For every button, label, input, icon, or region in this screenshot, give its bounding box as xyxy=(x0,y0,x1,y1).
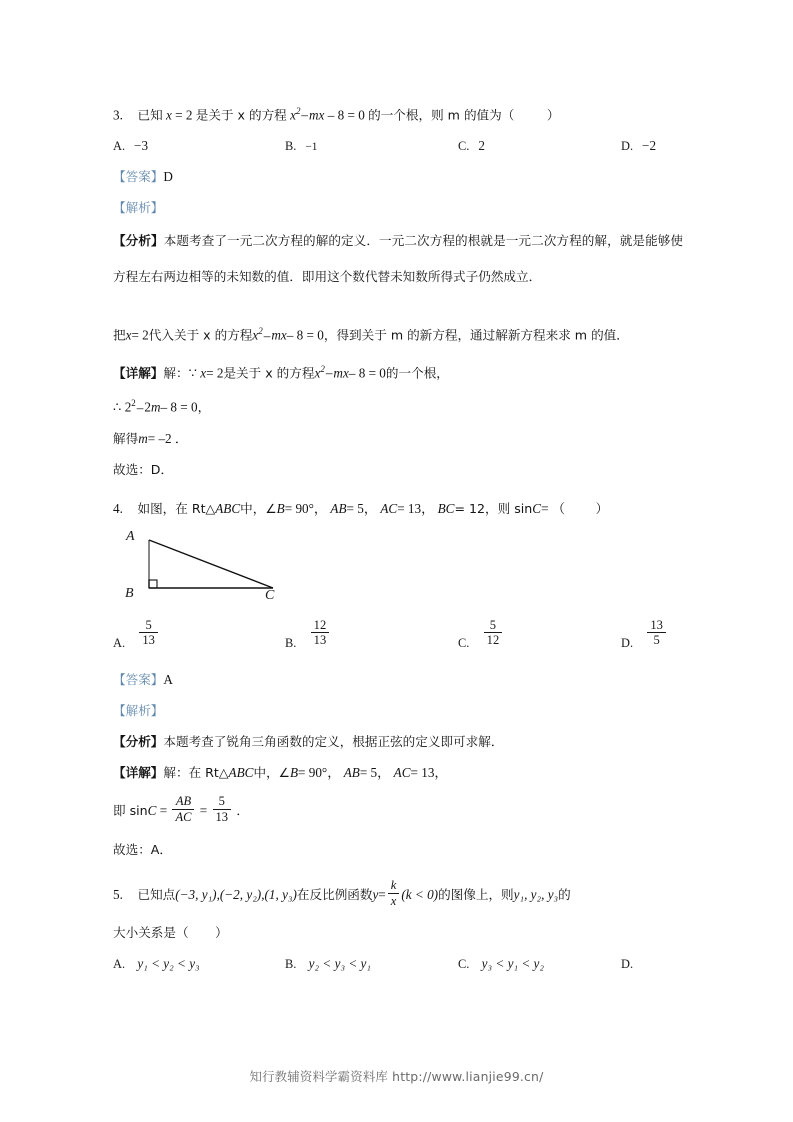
q5-stem-vars: y₁, y₂, y₃ xyxy=(513,886,559,902)
q4-stem-ab: AB xyxy=(330,500,347,516)
q3-method-part-2: 代入关于 x 的方程 xyxy=(148,327,253,343)
q4-option-c-numerator: 5 xyxy=(489,617,497,632)
q3-detail-part-1: 是关于 x 的方程 xyxy=(223,365,315,381)
q4-option-b-fraction xyxy=(311,618,330,649)
q3-option-c-value: 2 xyxy=(478,138,485,154)
q5-stem-line2-text: 大小关系是（ xyxy=(113,924,189,940)
q3-because-symbol: ∵ xyxy=(188,365,197,381)
q3-detail-tag: 【详解】 xyxy=(113,365,164,381)
triangle-vertex-label-a: A xyxy=(126,528,135,544)
triangle-vertex-label-b: B xyxy=(125,585,134,601)
q3-method-expr-tail: – 8 = 0 xyxy=(286,327,324,343)
q3-detail-row: 【详解】解：∵ x= 2是关于 x 的方程$x^2-mx-$ 8 = 0的一个根， xyxy=(113,363,449,381)
q3-method-eq: = 2 xyxy=(131,327,149,343)
q4-stem-part-1: 如图，在 Rt△ xyxy=(137,500,216,516)
q4-stem-b: B xyxy=(276,500,285,516)
q3-stem-expr-x2: x xyxy=(318,107,325,123)
q3-stem-part-1: 已知 xyxy=(137,107,163,123)
q3-option-c-label: C. xyxy=(458,139,470,154)
q3-method-expr-exponent: 2 xyxy=(258,326,263,337)
q4-detail-row xyxy=(113,757,683,788)
q4-stem-ac-value: = 13， xyxy=(397,500,435,516)
q3-detail-expr-exponent: 2 xyxy=(320,363,325,374)
q4-formula-numerator-ab: AB xyxy=(175,794,192,809)
q3-stem-var-x: x xyxy=(165,107,172,123)
q4-stem-c: C xyxy=(532,500,542,516)
q3-explain-tag: 【解析】 xyxy=(113,200,164,216)
q3-option-b-label: B. xyxy=(285,139,297,154)
q3-detail-var-x: x xyxy=(200,365,207,381)
q3-step-coef: 2 xyxy=(144,399,151,415)
q3-method-part-1: 把 xyxy=(113,327,126,343)
q3-step-tail: – 8 = 0 xyxy=(160,399,198,415)
footer-text: 知行教辅资料学霸资料库 http://www.lianjie99.cn/ xyxy=(249,1069,544,1084)
q3-step-base: 2 xyxy=(124,399,132,415)
q5-option-b[interactable] xyxy=(285,948,371,980)
q3-answer-value: D xyxy=(163,169,173,185)
q4-detail-ac: AC xyxy=(393,764,411,780)
q3-method-expr-x: x xyxy=(252,327,259,343)
q4-option-a-numerator: 5 xyxy=(145,617,152,632)
q4-stem-bc: BC xyxy=(437,500,455,516)
q3-stem-part-2: 是关于 x 的方程 xyxy=(195,107,287,123)
q3-detail-expr-tail: – 8 = 0 xyxy=(348,365,386,381)
q5-option-c-value: y₃ < y₁ < y₂ xyxy=(481,955,544,971)
q4-analysis-tag: 【分析】 xyxy=(113,733,164,749)
q4-formula-lead: 即 sin xyxy=(113,802,148,818)
question-5-options xyxy=(113,948,683,979)
triangle-svg xyxy=(123,526,303,616)
q3-option-d-value: −2 xyxy=(642,138,657,154)
q4-stem-tail: = （ xyxy=(541,500,566,516)
q4-formula-row xyxy=(113,788,683,834)
page-footer-watermark xyxy=(0,1067,793,1085)
q5-option-a-value: y₁ < y₂ < y₃ xyxy=(137,955,200,971)
q5-stem-condition: (k < 0) xyxy=(401,886,439,902)
q4-detail-mid: 中，∠ xyxy=(253,764,290,780)
q5-option-b-value: y₂ < y₃ < y₁ xyxy=(308,955,371,971)
q4-option-a-fraction xyxy=(139,618,158,649)
q3-step-comma: ， xyxy=(197,399,211,415)
q3-method: 把x= 2代入关于 x 的方程$x^2-mx-$ 8 = 0，得到关于 m 的新方程，通过解新方程来求 m 的值． xyxy=(113,326,629,343)
q5-fraction-numerator-k: k xyxy=(390,878,397,893)
q4-detail-tag: 【详解】 xyxy=(113,764,164,780)
q4-option-d-label: D. xyxy=(621,635,634,650)
q3-solve-lead: 解得 xyxy=(113,430,139,446)
q3-analysis-tag: 【分析】 xyxy=(113,233,164,249)
q3-stem-eq-1: = 2 xyxy=(175,107,193,123)
q4-detail-b-value: = 90°， xyxy=(298,764,341,780)
q4-answer-row xyxy=(113,664,683,695)
q5-stem-line2-close: ） xyxy=(215,924,228,940)
q4-conclusion xyxy=(113,834,683,865)
q4-detail-lead: 解：在 Rt△ xyxy=(163,764,229,780)
question-5-number: 5. xyxy=(113,886,123,902)
q3-stem-expr-m: m xyxy=(309,107,319,123)
q3-detail-expr-m: m xyxy=(333,365,343,381)
q4-option-d-numerator: 13 xyxy=(650,617,663,632)
q4-option-d[interactable] xyxy=(621,618,668,659)
q5-point-1: (−3, y₁) xyxy=(175,886,217,902)
q4-detail-ab: AB xyxy=(343,764,360,780)
q3-option-b[interactable] xyxy=(285,130,317,163)
right-triangle-figure xyxy=(113,526,683,618)
triangle-vertex-label-c: C xyxy=(265,587,275,603)
question-3-number: 3. xyxy=(113,107,123,123)
q5-option-d-label: D. xyxy=(621,956,634,971)
q3-option-c[interactable] xyxy=(458,130,485,162)
q3-detail-lead: 解： xyxy=(163,365,189,381)
q4-detail-abc: ABC xyxy=(228,764,254,780)
q3-therefore-symbol: ∴ xyxy=(113,399,122,415)
question-4-stem xyxy=(113,493,683,524)
q3-detail-part-2: 的一个根， xyxy=(385,365,449,381)
q4-option-a-label: A. xyxy=(113,635,126,650)
q4-stem-ac: AC xyxy=(380,500,398,516)
q4-option-d-fraction xyxy=(647,618,666,649)
q3-detail-expr-x2: x xyxy=(342,365,349,381)
q5-stem-part-1: 已知点 xyxy=(137,886,176,902)
q5-option-a-label: A. xyxy=(113,956,126,971)
q4-stem-part-2: 中，∠ xyxy=(240,500,277,516)
q3-answer-tag: 【答案】 xyxy=(113,169,164,185)
q4-option-b-label: B. xyxy=(285,635,297,650)
q4-formula-denominator-13: 13 xyxy=(213,809,232,825)
q4-option-c[interactable] xyxy=(458,618,504,659)
q4-detail-b: B xyxy=(289,764,299,780)
q3-option-a-label: A. xyxy=(113,139,126,154)
q4-option-d-denominator: 5 xyxy=(647,632,666,648)
q4-stem-b-value: = 90°， xyxy=(284,500,328,516)
q4-option-a[interactable] xyxy=(113,618,160,659)
q4-answer-tag: 【答案】 xyxy=(113,671,164,687)
q3-conclusion-text: 故选：D． xyxy=(113,461,174,477)
q3-detail-eq: = 2 xyxy=(206,365,224,381)
q4-stem-abc: ABC xyxy=(215,500,241,516)
q4-formula-fraction-ab-ac xyxy=(172,794,194,825)
q4-formula-eq-2: = xyxy=(199,802,208,818)
q4-formula-fraction-5-13 xyxy=(213,794,232,825)
q3-stem-part-4: ） xyxy=(546,107,560,123)
q5-fraction-denominator-x: x xyxy=(388,893,400,909)
q4-detail-ac-value: = 13， xyxy=(410,764,448,780)
question-3-stem: 3. 已知 x = 2 是关于 x 的方程 $x^2-mx - 8 = 0$ 的一个根，则 m 的值为（ ） xyxy=(113,106,560,123)
q3-stem-expr-x: x xyxy=(290,107,296,123)
question-3-options xyxy=(113,130,683,161)
q3-solve-row xyxy=(113,423,683,454)
q3-option-d-label: D. xyxy=(621,139,634,154)
q3-stem-part-3: 的一个根，则 m 的值为（ xyxy=(368,107,515,123)
q4-explain-tag: 【解析】 xyxy=(113,702,164,718)
q4-detail-ab-value: = 5， xyxy=(359,764,391,780)
q5-option-c[interactable] xyxy=(458,948,544,980)
q4-formula-numerator-5: 5 xyxy=(218,794,225,809)
q3-method-expr-m: m xyxy=(271,327,281,343)
q3-explain-row xyxy=(113,192,683,223)
q3-option-d[interactable] xyxy=(621,130,656,162)
q5-option-b-label: B. xyxy=(285,956,297,971)
q5-stem-part-4: 的 xyxy=(558,886,571,902)
q5-option-a[interactable] xyxy=(113,948,200,980)
q3-analysis-text: 本题考查了一元二次方程的解的定义．一元二次方程的根就是一元二次方程的解，就是能够使方程左右两边相等的未知数的值．即用这个数代替未知数所得式子仍然成立． xyxy=(113,233,684,285)
q3-conclusion xyxy=(113,454,683,485)
q3-option-a-value: −3 xyxy=(134,138,149,154)
q4-stem-tail-2: ） xyxy=(595,500,609,516)
q3-stem-expr-tail: – 8 = 0 xyxy=(327,107,365,123)
q3-method-var-x: x xyxy=(125,327,132,343)
q4-conclusion-text: 故选：A． xyxy=(113,841,172,857)
q4-option-b-numerator: 12 xyxy=(313,617,327,632)
q4-option-c-fraction xyxy=(484,618,503,649)
q4-explain-row xyxy=(113,695,683,726)
q4-stem-bc-value: = 12，则 sin xyxy=(454,500,533,516)
q4-formula-denominator-ac: AC xyxy=(172,809,194,825)
q3-detail-expr-x: x xyxy=(314,365,321,381)
q4-formula-eq-1: = xyxy=(159,802,168,818)
q5-stem-part-3: 的图像上，则 xyxy=(438,886,514,902)
q5-stem-y: y xyxy=(372,886,379,902)
q5-stem-eq: = xyxy=(378,886,386,902)
q3-step-m: m xyxy=(150,399,161,415)
question-4-options xyxy=(113,618,683,664)
q4-stem-ab-value: = 5， xyxy=(346,500,378,516)
question-5-stem-line-2 xyxy=(113,917,683,948)
q3-stem-expr-exponent: 2 xyxy=(295,106,301,116)
page-content xyxy=(113,96,683,979)
q4-option-b-denominator: 13 xyxy=(311,632,330,648)
q5-point-2: (−2, y₂) xyxy=(219,886,262,902)
q4-option-b[interactable] xyxy=(285,618,331,659)
q4-analysis xyxy=(113,726,683,757)
q4-option-c-label: C. xyxy=(458,635,470,650)
q4-formula-c: C xyxy=(147,802,157,818)
q3-step-exponent: 2 xyxy=(131,398,136,409)
q5-option-c-label: C. xyxy=(458,956,470,971)
q5-stem-part-2: 在反比例函数 xyxy=(296,886,373,902)
q3-option-b-value: −1 xyxy=(305,141,318,154)
question-5-stem: 5. 已知点(−3, y₁),(−2, y₂),(1, y₃)在反比例函数y= $\frac{k}{x}$ (k < 0)的图像上，则y₁, y₂, y₃的 xyxy=(113,878,571,909)
q4-formula-period: ． xyxy=(236,802,249,818)
q4-answer-value: A xyxy=(163,671,173,687)
q5-option-d[interactable] xyxy=(621,948,642,980)
q5-point-3: (1, y₃) xyxy=(264,886,297,902)
q4-option-a-denominator: 13 xyxy=(139,632,158,648)
q3-solve-m: m xyxy=(138,430,148,446)
q3-method-expr-x2: x xyxy=(280,327,287,343)
q3-answer-row xyxy=(113,161,683,192)
right-angle-marker xyxy=(149,580,157,588)
q4-analysis-text: 本题考查了锐角三角函数的定义，根据正弦的定义即可求解． xyxy=(163,733,504,749)
question-4-number: 4. xyxy=(113,500,123,516)
q3-solve-value: = –2 ． xyxy=(147,430,189,446)
q3-analysis xyxy=(113,223,683,295)
q3-step-row: ∴ $2^2-2m-$ 8 = 0， xyxy=(113,398,211,415)
segment-ac xyxy=(149,540,273,588)
q5-fraction-k-over-x xyxy=(388,878,400,909)
q4-option-c-denominator: 12 xyxy=(484,632,503,648)
q3-option-a[interactable] xyxy=(113,130,148,162)
q3-method-part-3: ，得到关于 m 的新方程，通过解新方程来求 m 的值． xyxy=(323,327,629,343)
